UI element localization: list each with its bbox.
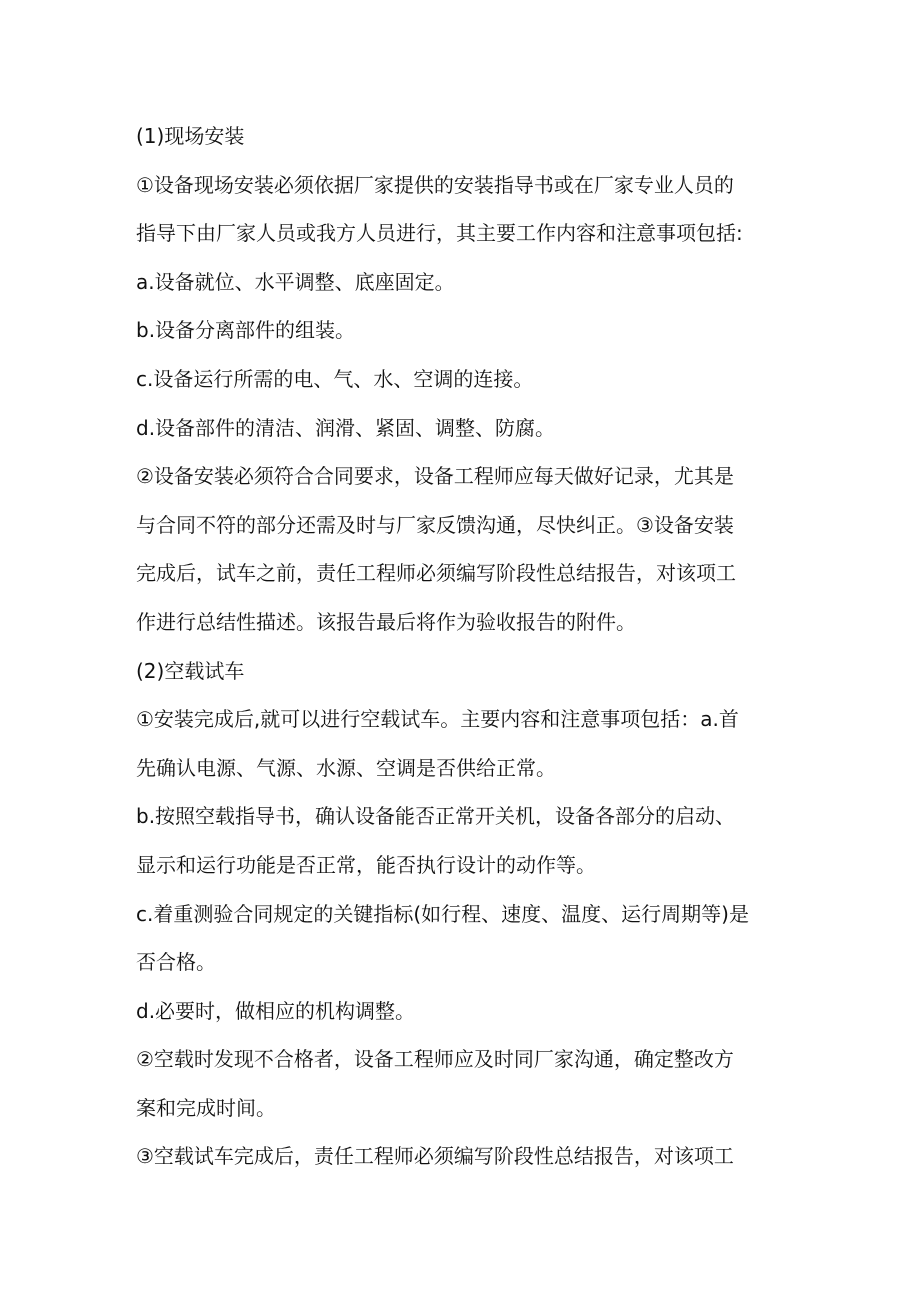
text-line: d.必要时，做相应的机构调整。 [136, 998, 416, 1023]
text-line: b.按照空载指导书，确认设备能否正常开关机，设备各部分的启动、 [136, 804, 736, 829]
text-line: 显示和运行功能是否正常，能否执行设计的动作等。 [136, 852, 596, 877]
text-line: 否合格。 [136, 950, 216, 975]
text-line: 作进行总结性描述。该报告最后将作为验收报告的附件。 [136, 609, 636, 634]
text-line: c.设备运行所需的电、气、水、空调的连接。 [136, 366, 534, 391]
text-line: ③空载试车完成后，责任工程师必须编写阶段性总结报告，对该项工 [136, 1144, 734, 1169]
text-line: c.着重测验合同规定的关键指标(如行程、速度、温度、运行周期等)是 [136, 901, 749, 926]
document-body [136, 116, 796, 1185]
text-line: ②设备安装必须符合合同要求，设备工程师应每天做好记录，尤其是 [136, 464, 734, 489]
text-line: 先确认电源、气源、水源、空调是否供给正常。 [136, 755, 556, 780]
text-line: 指导下由厂家人员或我方人员进行，其主要工作内容和注意事项包括: [136, 221, 743, 246]
text-line: 案和完成时间。 [136, 1095, 276, 1120]
text-line: ①设备现场安装必须依据厂家提供的安装指导书或在厂家专业人员的 [136, 172, 734, 197]
text-line: (2)空载试车 [136, 658, 245, 683]
text-line: ①安装完成后,就可以进行空载试车。主要内容和注意事项包括：a.首 [136, 707, 739, 732]
text-line: b.设备分离部件的组装。 [136, 318, 356, 343]
text-line: a.设备就位、水平调整、底座固定。 [136, 269, 455, 294]
text-line: 与合同不符的部分还需及时与厂家反馈沟通，尽快纠正。③设备安装 [136, 512, 734, 537]
text-line: 完成后，试车之前，责任工程师必须编写阶段性总结报告，对该项工 [136, 561, 736, 586]
text-line: ②空载时发现不合格者，设备工程师应及时同厂家沟通，确定整改方 [136, 1047, 734, 1072]
text-line: d.设备部件的清洁、润滑、紧固、调整、防腐。 [136, 415, 556, 440]
text-line: (1)现场安装 [136, 124, 245, 148]
